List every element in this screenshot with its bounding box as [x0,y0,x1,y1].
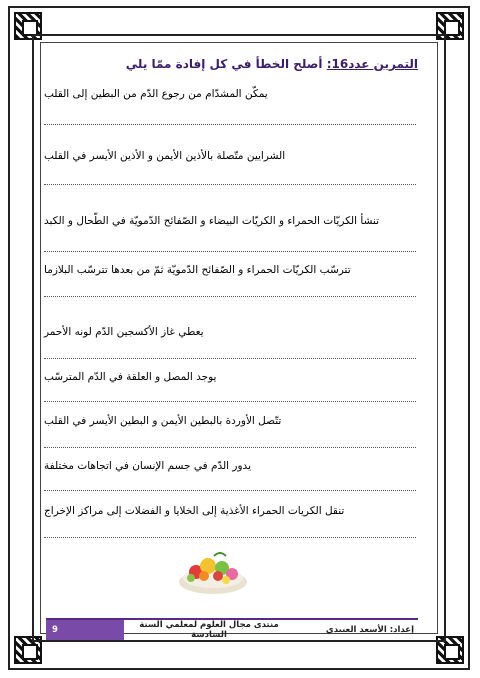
answer-line [44,124,416,125]
statement-text: الشرايين متّصلة بالأذين الأيمن و الأذين الأيسر في القلب [44,150,286,162]
statement-text: تترسّب الكريّات الحمراء و الصّفائح الدّمويّة ثمّ من بعدها تترسّب البلازما [44,264,351,276]
exercise-instruction: أصلح الخطأ في كل إفادة ممّا يلي [125,57,323,71]
worksheet [46,46,418,74]
statement-item [44,460,416,491]
footer-author: إعداد: الأسعد العبيدي [325,625,414,635]
statement-text: يدور الدّم في جسم الإنسان في اتجاهات مختلفة [44,460,251,472]
statement-text: تنقل الكريات الحمراء الأغذية إلى الخلايا و الفضلات إلى مراكز الإخراج [44,505,345,517]
exercise-title [46,54,418,74]
statement-item [44,415,416,448]
answer-line [44,447,416,448]
statement-text: تتّصل الأوردة بالبطين الأيمن و البطين الأيسر في القلب [44,415,282,427]
statement-item [44,371,416,402]
statement-item [44,505,416,538]
answer-line [44,490,416,491]
answer-line [44,401,416,402]
statement-item [44,264,416,297]
statement-text: تنشأ الكريّات الحمراء و الكريّات البيضاء و الصّفائح الدّمويّة في الطّحال و الكبد [44,215,380,227]
answer-line [44,251,416,252]
statement-item [44,215,416,252]
answer-line [44,358,416,359]
page-number: 9 [46,620,124,640]
statement-text: يمكّن المشدّام من رجوع الدّم من البطين إلى القلب [44,88,268,100]
fruit-salad-icon [176,542,250,598]
statement-text: يوجد المصل و العلقة في الدّم المترسّب [44,371,217,383]
answer-line [44,184,416,185]
exercise-number: التمرين عدد16: [326,57,418,71]
answer-line [44,296,416,297]
statement-item [44,150,416,185]
statement-text: يعطي غاز الأكسجين الدّم لونه الأحمر [44,326,204,338]
footer-forum: منتدى مجال العلوم لمعلمي السنة السادسة [139,620,279,640]
page-footer [46,618,418,640]
statement-item [44,88,416,125]
answer-line [44,537,416,538]
statement-item [44,326,416,359]
